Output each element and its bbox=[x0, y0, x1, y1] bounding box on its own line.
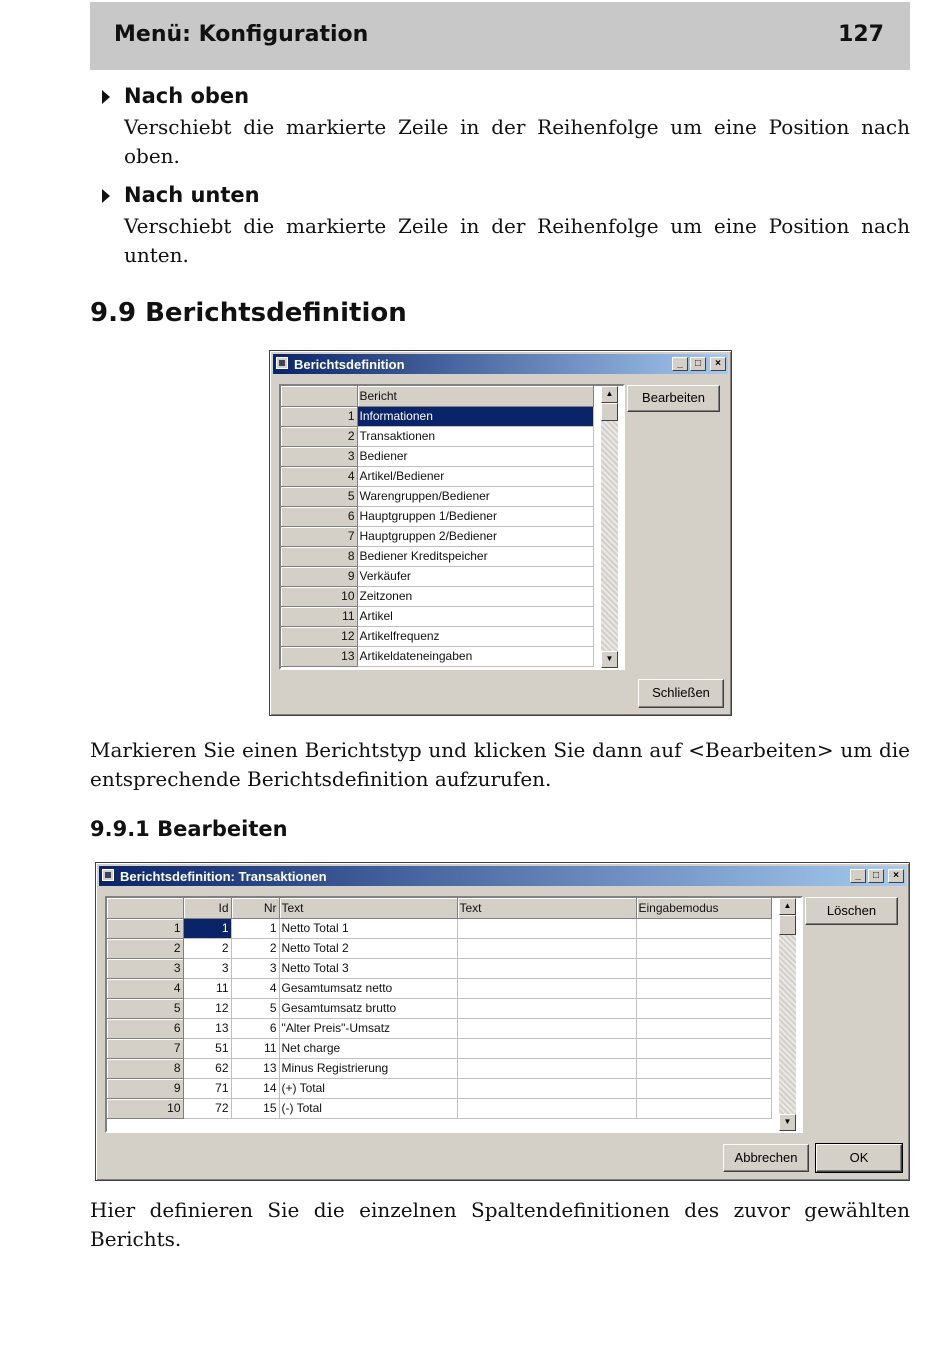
triangle-right-icon bbox=[102, 90, 110, 104]
table-row[interactable] bbox=[281, 466, 593, 486]
row-number[interactable]: 4 bbox=[281, 466, 357, 486]
definition-table bbox=[107, 898, 772, 1119]
row-number[interactable]: 8 bbox=[107, 1058, 183, 1078]
id-cell[interactable]: 71 bbox=[183, 1078, 231, 1098]
text-cell[interactable]: Netto Total 1 bbox=[279, 918, 457, 938]
table-row[interactable] bbox=[281, 506, 593, 526]
text2-cell[interactable] bbox=[457, 958, 636, 978]
scroll-up-icon[interactable]: ▲ bbox=[601, 386, 618, 403]
bullet-nach-unten bbox=[102, 183, 910, 273]
table-row[interactable] bbox=[107, 1098, 771, 1118]
corner-cell bbox=[107, 898, 183, 918]
vertical-scrollbar[interactable] bbox=[601, 386, 618, 668]
text-cell[interactable]: (-) Total bbox=[279, 1098, 457, 1118]
row-number[interactable]: 7 bbox=[281, 526, 357, 546]
text-cell[interactable]: "Alter Preis"-Umsatz bbox=[279, 1018, 457, 1038]
close-icon[interactable]: × bbox=[710, 357, 726, 371]
definition-grid bbox=[105, 896, 803, 1133]
text2-cell[interactable] bbox=[457, 1058, 636, 1078]
row-number[interactable]: 7 bbox=[107, 1038, 183, 1058]
text2-cell[interactable] bbox=[457, 938, 636, 958]
nr-cell[interactable]: 15 bbox=[231, 1098, 279, 1118]
text2-cell[interactable] bbox=[457, 918, 636, 938]
row-number[interactable]: 2 bbox=[281, 426, 357, 446]
table-row[interactable] bbox=[107, 978, 771, 998]
vertical-scrollbar[interactable] bbox=[779, 898, 796, 1131]
minimize-icon[interactable]: _ bbox=[850, 869, 866, 883]
mode-cell[interactable] bbox=[636, 1038, 771, 1058]
mode-cell[interactable] bbox=[636, 918, 771, 938]
closing-paragraph: Hier definieren Sie die einzelnen Spaltendefinitionen des zuvor gewählten Berichts. bbox=[90, 1198, 910, 1251]
row-number[interactable]: 11 bbox=[281, 606, 357, 626]
bearbeiten-button[interactable]: Bearbeiten bbox=[627, 385, 720, 412]
nr-cell[interactable]: 2 bbox=[231, 938, 279, 958]
mode-cell[interactable] bbox=[636, 998, 771, 1018]
scroll-thumb[interactable] bbox=[601, 403, 618, 421]
column-header-text[interactable]: Text bbox=[279, 898, 457, 918]
berichtsdefinition-window bbox=[269, 350, 732, 716]
report-name[interactable]: Artikel/Bediener bbox=[357, 466, 593, 486]
table-header-row bbox=[281, 386, 593, 406]
nr-cell[interactable]: 13 bbox=[231, 1058, 279, 1078]
report-name[interactable]: Transaktionen bbox=[357, 426, 593, 446]
row-number[interactable]: 8 bbox=[281, 546, 357, 566]
maximize-icon[interactable]: □ bbox=[690, 357, 706, 371]
mode-cell[interactable] bbox=[636, 1078, 771, 1098]
table-row[interactable] bbox=[107, 1018, 771, 1038]
chapter-title: Menü: Konfiguration bbox=[114, 22, 369, 47]
table-row[interactable] bbox=[281, 566, 593, 586]
subsection-heading: 9.9.1 Bearbeiten bbox=[90, 817, 288, 841]
text-cell[interactable]: Gesamtumsatz netto bbox=[279, 978, 457, 998]
window-titlebar bbox=[99, 866, 906, 886]
table-row[interactable] bbox=[281, 406, 593, 426]
row-number[interactable]: 10 bbox=[281, 586, 357, 606]
transaktionen-window bbox=[95, 862, 910, 1181]
table-row[interactable] bbox=[107, 958, 771, 978]
mode-cell[interactable] bbox=[636, 958, 771, 978]
table-row[interactable] bbox=[281, 606, 593, 626]
bullet-heading: Nach unten bbox=[124, 183, 260, 207]
id-cell[interactable]: 12 bbox=[183, 998, 231, 1018]
close-icon[interactable]: × bbox=[888, 869, 904, 883]
table-row[interactable] bbox=[281, 426, 593, 446]
table-row[interactable] bbox=[281, 546, 593, 566]
table-row[interactable] bbox=[281, 526, 593, 546]
report-name[interactable]: Zeitzonen bbox=[357, 586, 593, 606]
loeschen-button[interactable]: Löschen bbox=[805, 897, 898, 925]
section-heading: 9.9 Berichtsdefinition bbox=[90, 298, 407, 328]
ok-button[interactable]: OK bbox=[816, 1144, 902, 1172]
table-row[interactable] bbox=[107, 1038, 771, 1058]
column-header-nr[interactable]: Nr bbox=[231, 898, 279, 918]
row-number[interactable]: 5 bbox=[281, 486, 357, 506]
table-row[interactable] bbox=[107, 1078, 771, 1098]
row-number[interactable]: 4 bbox=[107, 978, 183, 998]
row-number[interactable]: 9 bbox=[107, 1078, 183, 1098]
table-header-row bbox=[107, 898, 771, 918]
abbrechen-button[interactable]: Abbrechen bbox=[723, 1144, 809, 1172]
app-icon bbox=[102, 869, 114, 881]
row-number[interactable]: 12 bbox=[281, 626, 357, 646]
mode-cell[interactable] bbox=[636, 1098, 771, 1118]
bullet-nach-oben bbox=[102, 84, 910, 174]
text-cell[interactable]: (+) Total bbox=[279, 1078, 457, 1098]
text2-cell[interactable] bbox=[457, 1098, 636, 1118]
window-title: Berichtsdefinition bbox=[294, 357, 405, 372]
row-number[interactable]: 10 bbox=[107, 1098, 183, 1118]
bullet-text: Verschiebt die markierte Zeile in der Reihenfolge um eine Position nach unten. bbox=[124, 214, 910, 267]
table-row[interactable] bbox=[107, 918, 771, 938]
corner-cell bbox=[281, 386, 357, 406]
text-cell[interactable]: Netto Total 2 bbox=[279, 938, 457, 958]
bullet-heading: Nach oben bbox=[124, 84, 250, 108]
row-number[interactable]: 13 bbox=[281, 646, 357, 666]
table-row[interactable] bbox=[107, 938, 771, 958]
report-name[interactable]: Artikel bbox=[357, 606, 593, 626]
scroll-thumb[interactable] bbox=[779, 915, 796, 935]
table-row[interactable] bbox=[281, 626, 593, 646]
report-table bbox=[281, 386, 594, 667]
text-cell[interactable]: Netto Total 3 bbox=[279, 958, 457, 978]
scroll-up-icon[interactable]: ▲ bbox=[779, 898, 796, 915]
report-name[interactable]: Verkäufer bbox=[357, 566, 593, 586]
row-number[interactable]: 9 bbox=[281, 566, 357, 586]
nr-cell[interactable]: 5 bbox=[231, 998, 279, 1018]
report-name[interactable]: Artikelfrequenz bbox=[357, 626, 593, 646]
text2-cell[interactable] bbox=[457, 998, 636, 1018]
report-name[interactable]: Warengruppen/Bediener bbox=[357, 486, 593, 506]
row-number[interactable]: 1 bbox=[281, 406, 357, 426]
row-number[interactable]: 3 bbox=[107, 958, 183, 978]
text2-cell[interactable] bbox=[457, 1038, 636, 1058]
nr-cell[interactable]: 3 bbox=[231, 958, 279, 978]
mode-cell[interactable] bbox=[636, 938, 771, 958]
text2-cell[interactable] bbox=[457, 978, 636, 998]
page-number: 127 bbox=[838, 22, 884, 47]
text-cell[interactable]: Gesamtumsatz brutto bbox=[279, 998, 457, 1018]
window-titlebar bbox=[273, 354, 728, 374]
table-row[interactable] bbox=[281, 446, 593, 466]
minimize-icon[interactable]: _ bbox=[672, 357, 688, 371]
nr-cell[interactable]: 4 bbox=[231, 978, 279, 998]
id-cell[interactable]: 72 bbox=[183, 1098, 231, 1118]
row-number[interactable]: 1 bbox=[107, 918, 183, 938]
id-cell[interactable]: 11 bbox=[183, 978, 231, 998]
id-cell[interactable]: 2 bbox=[183, 938, 231, 958]
column-header-id[interactable]: Id bbox=[183, 898, 231, 918]
id-cell[interactable]: 13 bbox=[183, 1018, 231, 1038]
text2-cell[interactable] bbox=[457, 1078, 636, 1098]
table-row[interactable] bbox=[281, 486, 593, 506]
nr-cell[interactable]: 11 bbox=[231, 1038, 279, 1058]
scroll-down-icon[interactable]: ▼ bbox=[779, 1114, 796, 1131]
mode-cell[interactable] bbox=[636, 1018, 771, 1038]
text2-cell[interactable] bbox=[457, 1018, 636, 1038]
mode-cell[interactable] bbox=[636, 1058, 771, 1078]
table-row[interactable] bbox=[281, 646, 593, 666]
column-header-bericht[interactable]: Bericht bbox=[357, 386, 593, 406]
column-header-eingabemodus[interactable]: Eingabemodus bbox=[636, 898, 771, 918]
table-row[interactable] bbox=[107, 1058, 771, 1078]
nr-cell[interactable]: 1 bbox=[231, 918, 279, 938]
row-number[interactable]: 5 bbox=[107, 998, 183, 1018]
window-title: Berichtsdefinition: Transaktionen bbox=[120, 869, 327, 884]
column-header-text-2[interactable]: Text bbox=[457, 898, 636, 918]
mode-cell[interactable] bbox=[636, 978, 771, 998]
nr-cell[interactable]: 14 bbox=[231, 1078, 279, 1098]
report-name[interactable]: Artikeldateneingaben bbox=[357, 646, 593, 666]
row-number[interactable]: 3 bbox=[281, 446, 357, 466]
table-row[interactable] bbox=[281, 586, 593, 606]
bullet-text: Verschiebt die markierte Zeile in der Reihenfolge um eine Position nach oben. bbox=[124, 115, 910, 168]
report-name[interactable]: Bediener bbox=[357, 446, 593, 466]
instruction-paragraph: Markieren Sie einen Berichtstyp und klicken Sie dann auf <Bearbeiten> um die entsprechende Berichtsdefinition aufzurufen. bbox=[90, 738, 910, 791]
report-grid bbox=[279, 384, 625, 670]
nr-cell[interactable]: 6 bbox=[231, 1018, 279, 1038]
schliessen-button[interactable]: Schließen bbox=[638, 679, 724, 708]
maximize-icon[interactable]: □ bbox=[868, 869, 884, 883]
table-row[interactable] bbox=[107, 998, 771, 1018]
id-cell[interactable]: 51 bbox=[183, 1038, 231, 1058]
row-number[interactable]: 2 bbox=[107, 938, 183, 958]
report-name[interactable]: Bediener Kreditspeicher bbox=[357, 546, 593, 566]
report-name[interactable]: Informationen bbox=[357, 406, 593, 426]
scroll-down-icon[interactable]: ▼ bbox=[601, 651, 618, 668]
text-cell[interactable]: Net charge bbox=[279, 1038, 457, 1058]
report-name[interactable]: Hauptgruppen 2/Bediener bbox=[357, 526, 593, 546]
triangle-right-icon bbox=[102, 189, 110, 203]
page-header bbox=[90, 2, 910, 70]
report-name[interactable]: Hauptgruppen 1/Bediener bbox=[357, 506, 593, 526]
row-number[interactable]: 6 bbox=[107, 1018, 183, 1038]
row-number[interactable]: 6 bbox=[281, 506, 357, 526]
id-cell[interactable]: 1 bbox=[183, 918, 231, 938]
id-cell[interactable]: 62 bbox=[183, 1058, 231, 1078]
id-cell[interactable]: 3 bbox=[183, 958, 231, 978]
text-cell[interactable]: Minus Registrierung bbox=[279, 1058, 457, 1078]
app-icon bbox=[276, 357, 288, 369]
